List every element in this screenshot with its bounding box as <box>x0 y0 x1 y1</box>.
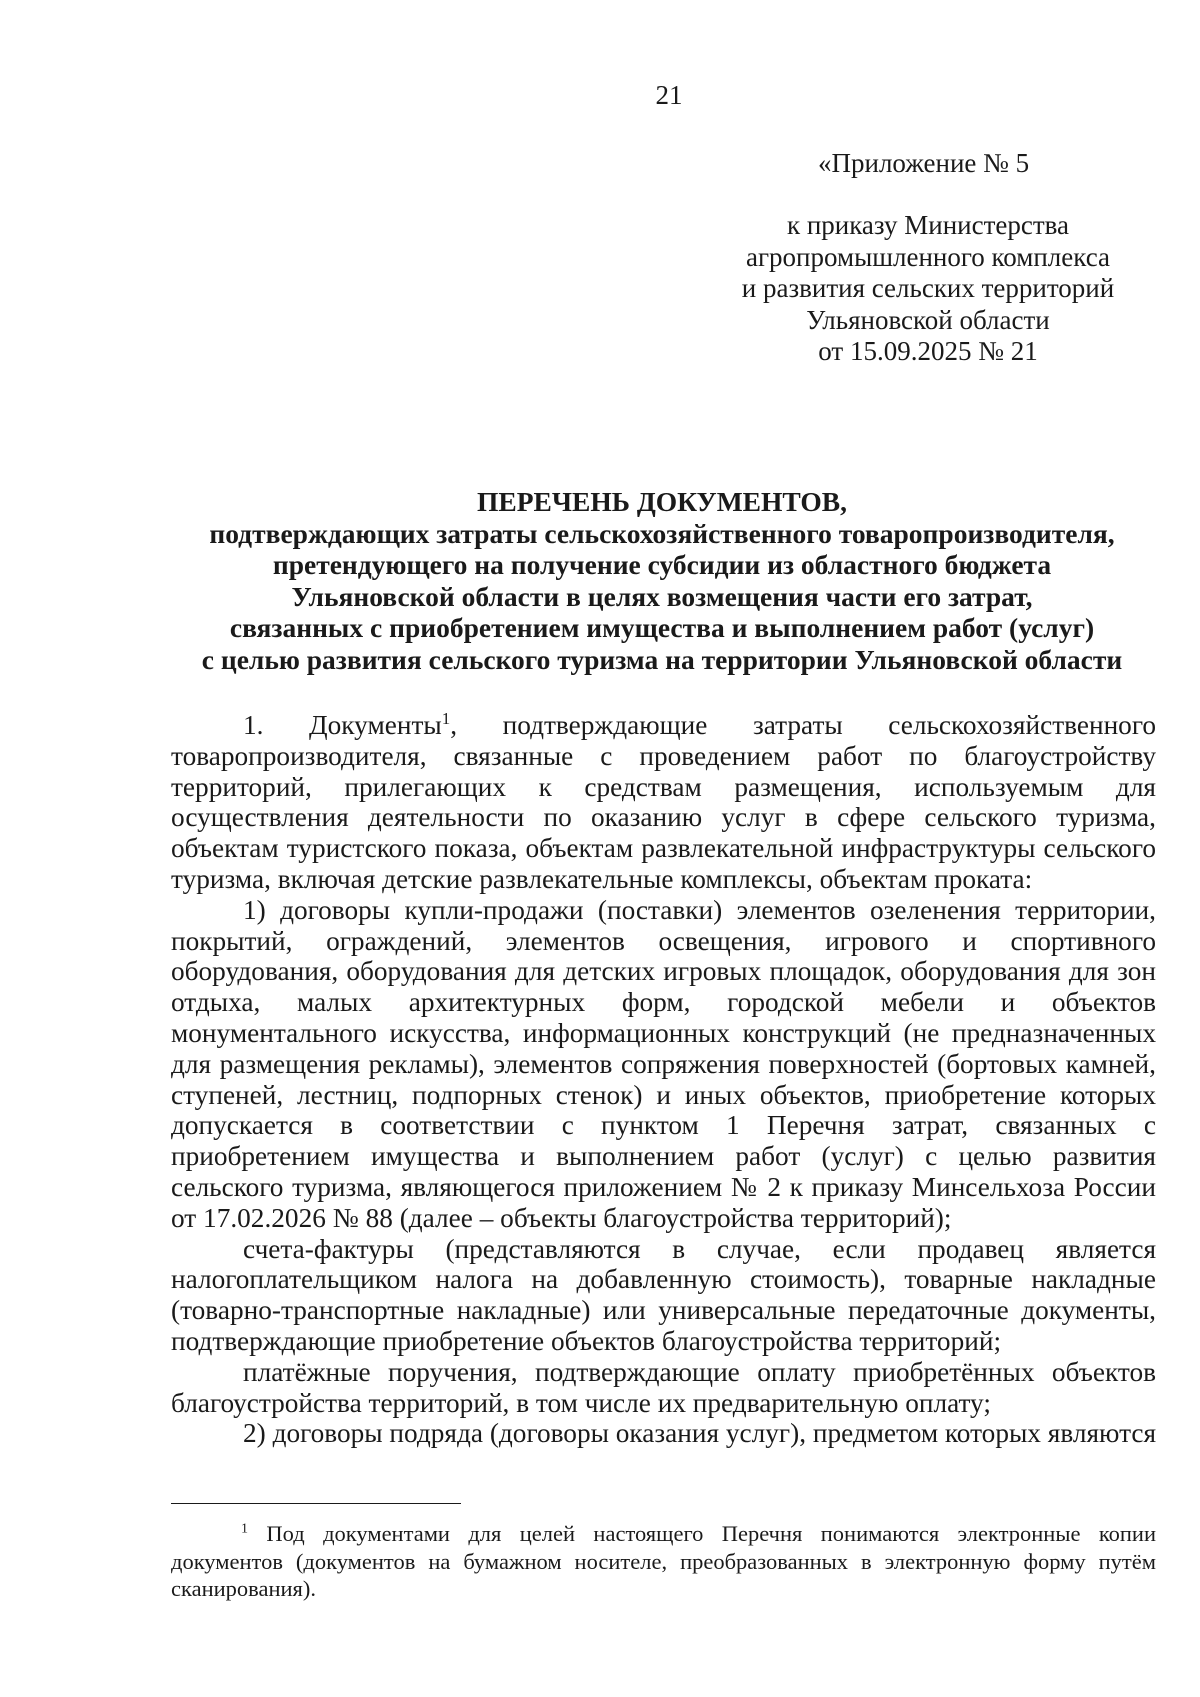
document-title <box>170 486 1154 676</box>
paragraph-1-start: 1. Документы <box>243 710 442 740</box>
paragraph-5: 2) договоры подряда (договоры оказания услуг), предметом которых являются <box>243 1418 1157 1449</box>
annex-title: «Приложение № 5 <box>818 148 1030 178</box>
document-title-line: с целью развития сельского туризма на территории Ульяновской области <box>201 643 1123 675</box>
annex-reference-line: к приказу Министерства <box>786 210 1070 240</box>
annex-reference-line: и развития сельских территорий <box>741 273 1115 303</box>
document-title-line: претендующего на получение субсидии из областного бюджета <box>272 549 1052 581</box>
document-title-line: подтверждающих затраты сельскохозяйственного товаропроизводителя, <box>209 517 1115 549</box>
document-title-line: Ульяновской области в целях возмещения части его затрат, <box>291 580 1033 612</box>
footnote-divider <box>171 1503 461 1504</box>
footnote-mark: 1 <box>241 1521 248 1537</box>
paragraph-4: платёжные поручения, подтверждающие оплату приобретённых объектов благоустройства территорий, в том числе их предварительную оплату; <box>171 1356 1156 1418</box>
annex-reference-line: агропромышленного комплекса <box>746 241 1110 272</box>
paragraph-1-rest: , подтверждающие затраты сельскохозяйственного товаропроизводителя, связанные с проведением работ по благоустройству территорий, прилегающих к средствам размещения, используемым для осуществления деятельности по оказанию услуг в сфере сельского туризма, объектам туристского показа, объектам развлекательной инфраструктуры сельского туризма, включая детские развлекательные комплексы, объектам проката: <box>171 710 1157 894</box>
annex-reference-line: Ульяновской области <box>806 304 1050 335</box>
document-body <box>171 710 1156 1449</box>
annex-reference-line: от 15.09.2025 № 21 <box>818 336 1038 366</box>
footnote-reference: 1 <box>441 708 451 728</box>
document-title-line: ПЕРЕЧЕНЬ ДОКУМЕНТОВ, <box>476 486 847 517</box>
paragraph-2: 1) договоры купли-продажи (поставки) элементов озеленения территории, покрытий, ограждений, элементов освещения, игрового и спортивного оборудования, оборудования для детских игровых площадок, оборудования для зон отдыха, малых архитектурных форм, городской мебели и объектов монументального искусства, информационных конструкций (не предназначенных для размещения рекламы), элементов сопряжения поверхностей (бортовых камней, ступеней, лестниц, подпорных стенок) и иных объектов, приобретение которых допускается в соответствии с пунктом 1 Перечня затрат, связанных с приобретением имущества и выполнением работ (услуг) с целью развития сельского туризма, являющегося приложением № 2 к приказу Минсельхоза России от 17.02.2026 № 88 (далее – объекты благоустройства территорий); <box>171 894 1156 1233</box>
page-number: 21 <box>655 80 683 110</box>
footnote <box>171 1520 1156 1603</box>
document-title-line: связанных с приобретением имущества и выполнением работ (услуг) <box>229 612 1095 644</box>
footnote-text: Под документами для целей настоящего Перечня понимаются электронные копии документов (документов на бумажном носителе, преобразованных в электронную форму путём сканирования). <box>171 1521 1156 1601</box>
annex-reference <box>728 210 1128 368</box>
paragraph-3: счета-фактуры (представляются в случае, если продавец является налогоплательщиком налога на добавленную стоимость), товарные накладные (товарно-транспортные накладные) или универсальные передаточные документы, подтверждающие приобретение объектов благоустройства территорий; <box>171 1233 1156 1356</box>
paragraph-1 <box>171 710 1156 895</box>
